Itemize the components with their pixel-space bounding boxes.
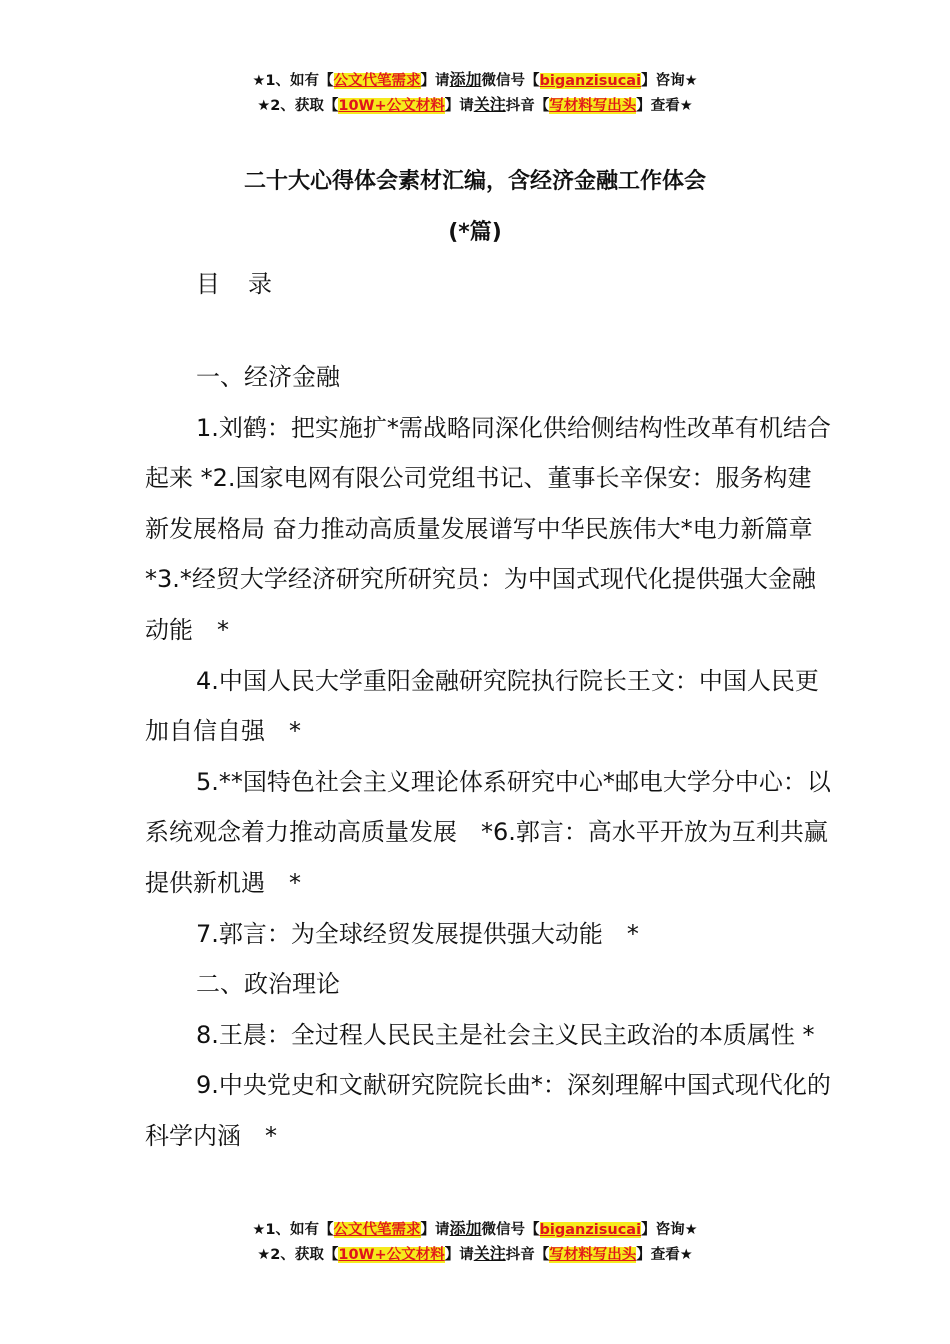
promo-text: 】查看★ bbox=[636, 98, 693, 114]
document-title: 二十大心得体会素材汇编，含经济金融工作体会 bbox=[243, 169, 706, 194]
promo-highlight: 10W+公文材料 bbox=[338, 98, 445, 114]
promo-emphasis: 添加 bbox=[449, 70, 482, 89]
promo-emphasis: 关注 bbox=[473, 1244, 506, 1263]
promo-line-2 bbox=[0, 1242, 950, 1267]
promo-douyin-id: 写材料写出头 bbox=[549, 98, 637, 114]
document-subtitle: (*篇) bbox=[448, 220, 502, 245]
promo-text: 微信号【 bbox=[481, 1222, 540, 1238]
promo-line-2 bbox=[0, 93, 950, 118]
toc-entry: 4.中国人民大学重阳金融研究院执行院长王文：中国人民更加自信自强 * bbox=[145, 666, 819, 746]
promo-text: 】咨询★ bbox=[641, 1222, 698, 1238]
toc-list bbox=[145, 352, 835, 1162]
promo-wechat-id: biganzisucai bbox=[539, 73, 642, 89]
promo-wechat-id: biganzisucai bbox=[539, 1222, 642, 1238]
promo-banner-top bbox=[0, 68, 950, 118]
promo-emphasis: 添加 bbox=[449, 1219, 482, 1238]
promo-line-1 bbox=[0, 68, 950, 93]
promo-text: 】请 bbox=[420, 73, 450, 89]
promo-text: ★2、获取【 bbox=[257, 1247, 339, 1263]
promo-text: 】请 bbox=[444, 98, 474, 114]
toc-entry: 8.王晨：全过程人民民主是社会主义民主政治的本质属性 * bbox=[196, 1020, 815, 1049]
toc-section-heading: 二、政治理论 bbox=[196, 970, 340, 999]
toc-heading: 目 录 bbox=[196, 270, 274, 298]
promo-emphasis: 关注 bbox=[473, 95, 506, 114]
toc-section-heading: 一、经济金融 bbox=[196, 363, 340, 391]
promo-text: 抖音【 bbox=[505, 1247, 550, 1263]
promo-text: ★1、如有【 bbox=[252, 1222, 334, 1238]
promo-text: 】咨询★ bbox=[641, 73, 698, 89]
promo-text: 抖音【 bbox=[505, 98, 550, 114]
promo-text: ★2、获取【 bbox=[257, 98, 339, 114]
promo-text: 】请 bbox=[420, 1222, 450, 1238]
promo-highlight: 10W+公文材料 bbox=[338, 1247, 445, 1263]
promo-text: 】请 bbox=[444, 1247, 474, 1263]
promo-text: 微信号【 bbox=[481, 73, 540, 89]
promo-banner-bottom bbox=[0, 1217, 950, 1267]
promo-line-1 bbox=[0, 1217, 950, 1242]
toc-entry: 5.**国特色社会主义理论体系研究中心*邮电大学分中心：以系统观念着力推动高质量发展 *6.郭言：高水平开放为互利共赢提供新机遇 * bbox=[145, 767, 831, 897]
promo-text: 】查看★ bbox=[636, 1247, 693, 1263]
promo-text: ★1、如有【 bbox=[252, 73, 334, 89]
promo-douyin-id: 写材料写出头 bbox=[549, 1247, 637, 1263]
promo-highlight: 公文代笔需求 bbox=[333, 1222, 421, 1238]
promo-highlight: 公文代笔需求 bbox=[333, 73, 421, 89]
toc-entry: 9.中央党史和文献研究院院长曲*：深刻理解中国式现代化的科学内涵 * bbox=[145, 1071, 831, 1150]
toc-entry: 7.郭言：为全球经贸发展提供强大动能 * bbox=[196, 919, 639, 948]
toc-entry: 1.刘鹤：把实施扩*需战略同深化供给侧结构性改革有机结合起来 *2.国家电网有限公司党组书记、董事长辛保安：服务构建新发展格局 奋力推动高质量发展谱写中华民族伟大*电力新篇章*3.*经贸大学经济研究所研究员：为中国式现代化提供强大金融动能 * bbox=[145, 413, 831, 644]
